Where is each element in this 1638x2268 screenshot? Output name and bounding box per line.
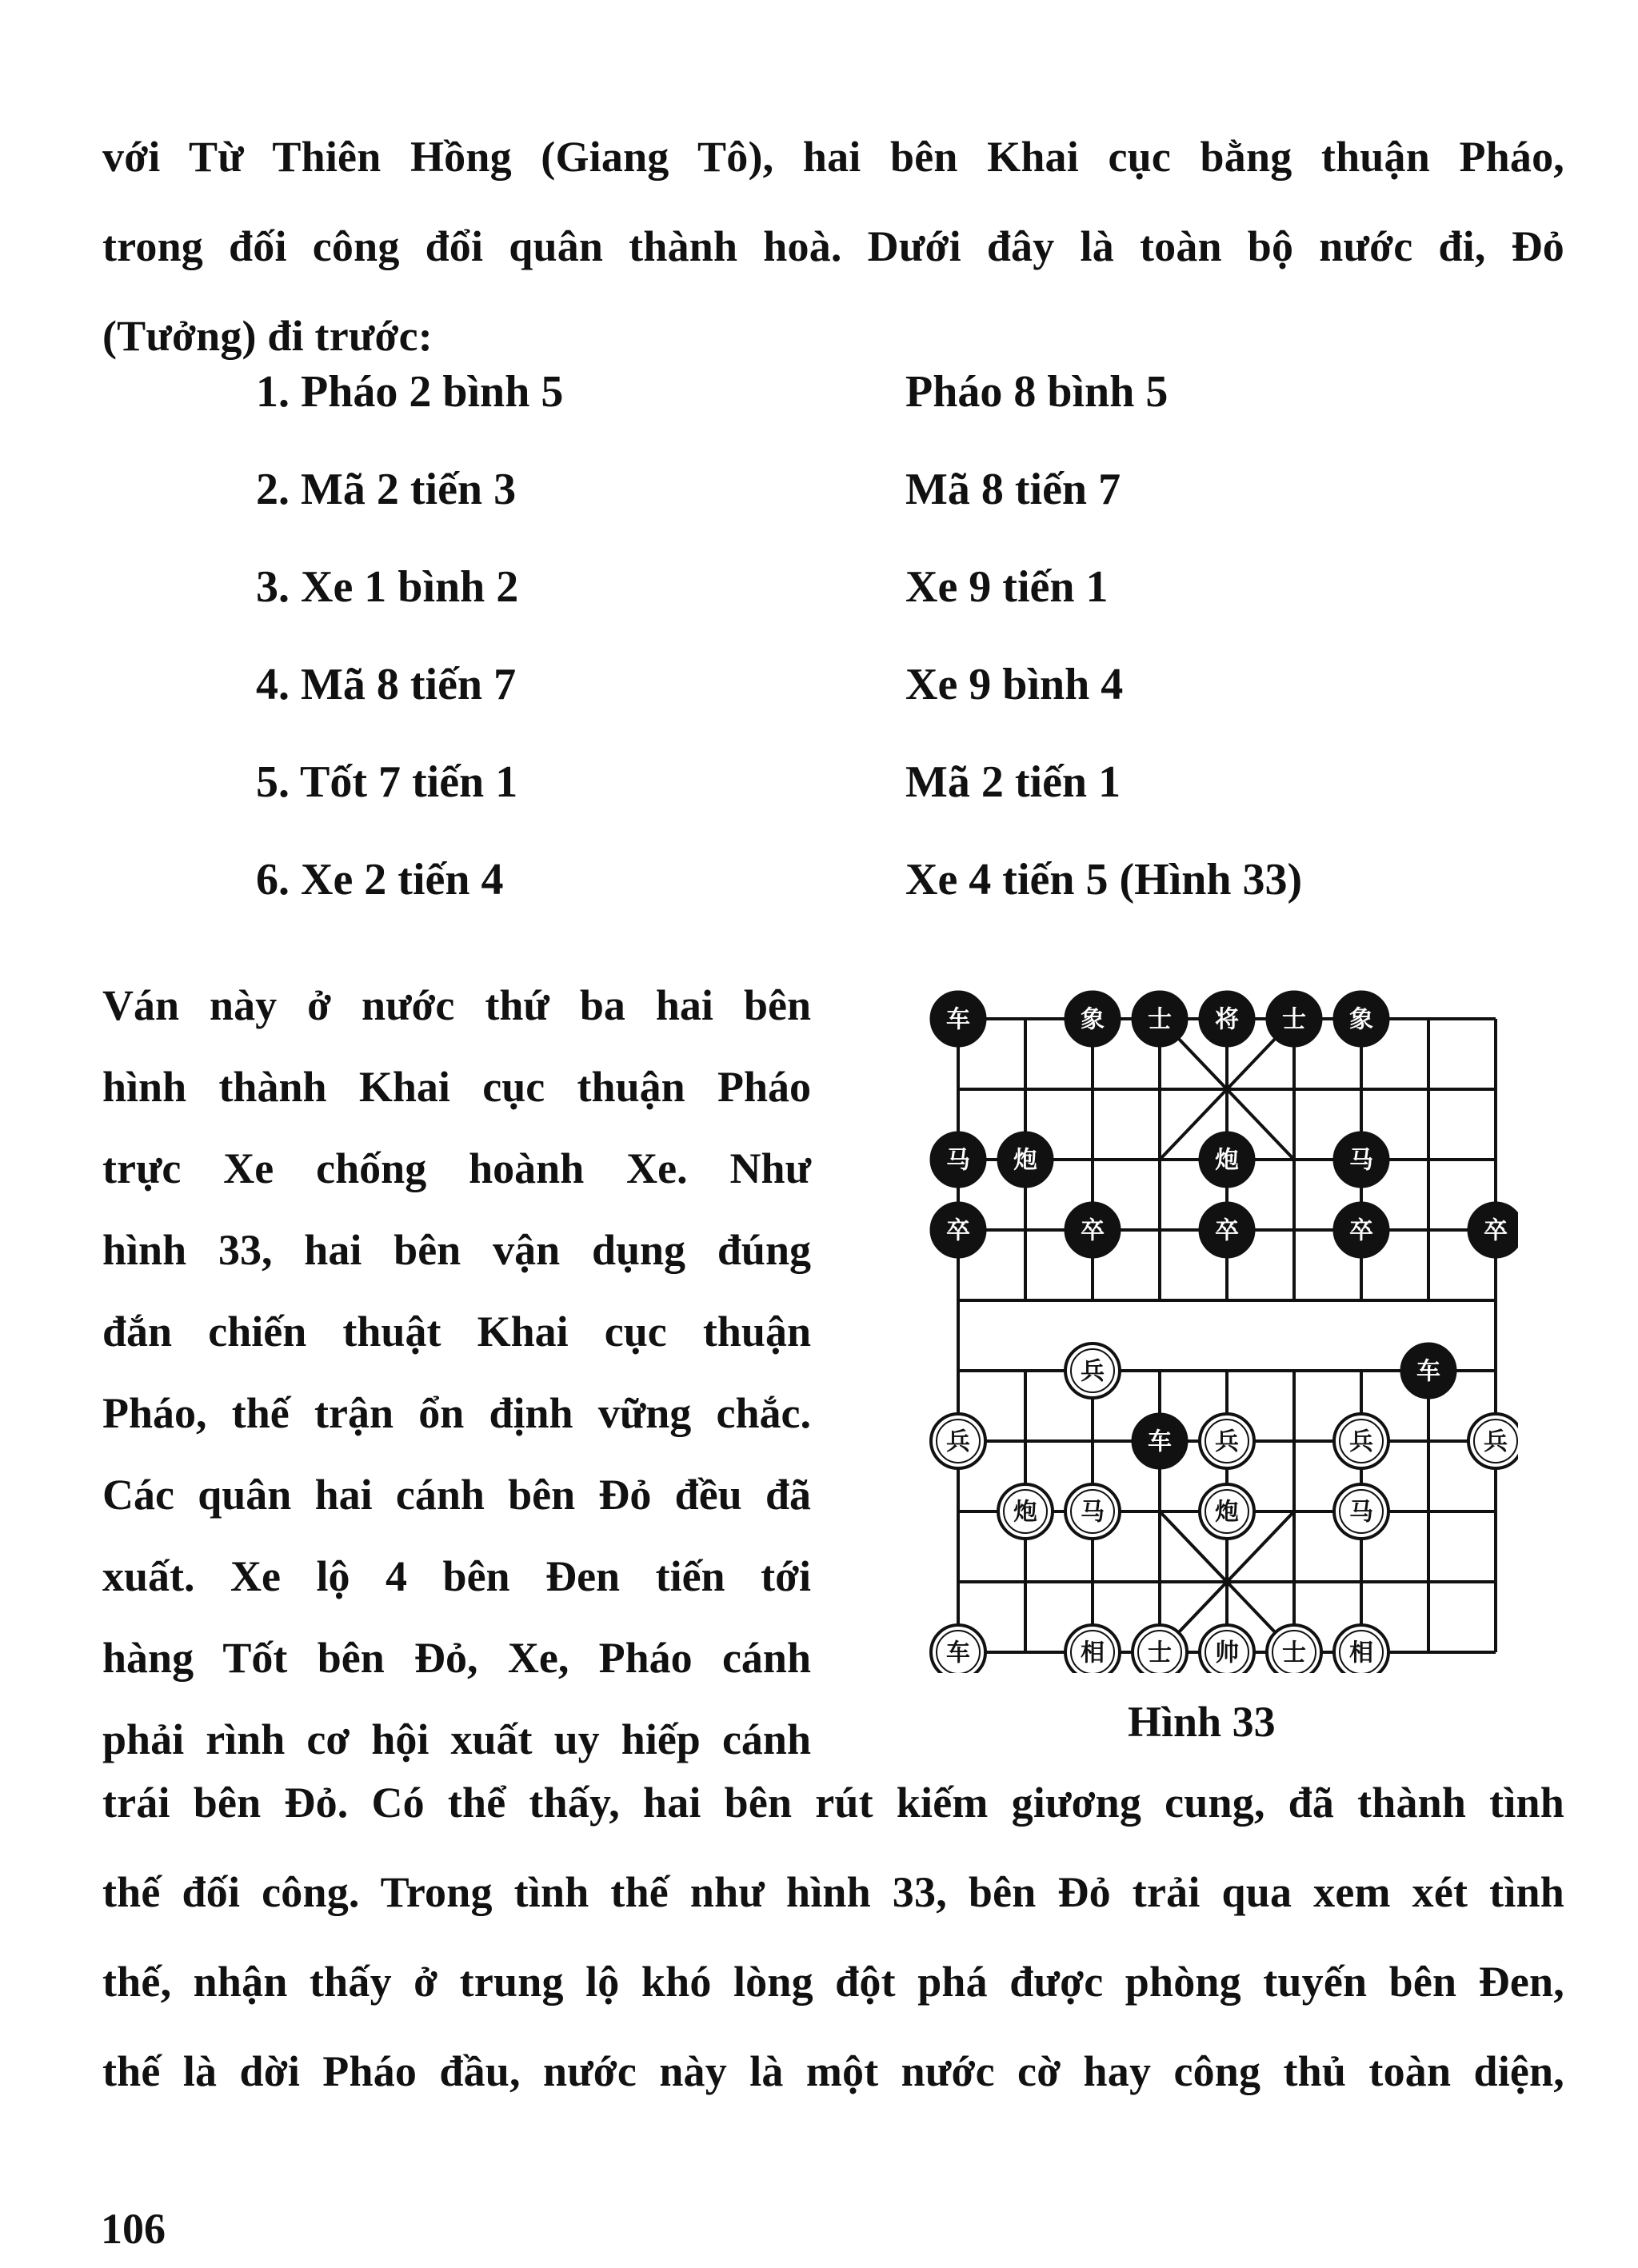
red-move: 6. Xe 2 tiến 4 — [256, 855, 504, 904]
piece-label: 兵 — [1484, 1427, 1508, 1456]
red-move: 3. Xe 1 bình 2 — [256, 562, 519, 612]
piece-label: 卒 — [1484, 1216, 1508, 1245]
piece-label: 马 — [1349, 1146, 1373, 1175]
piece-label: 象 — [1349, 1005, 1373, 1034]
body-paragraph — [102, 1758, 1564, 2116]
black-piece — [1065, 992, 1120, 1046]
black-piece — [1334, 1132, 1388, 1187]
black-piece — [1200, 1203, 1254, 1257]
piece-label: 炮 — [1215, 1498, 1239, 1527]
black-move: Xe 9 bình 4 — [905, 660, 1124, 709]
text-line: xuất. Xe lộ 4 bên Đen tiến tới — [102, 1552, 811, 1600]
piece-label: 卒 — [1349, 1216, 1373, 1245]
piece-label: 炮 — [1013, 1498, 1037, 1527]
black-move: Mã 2 tiến 1 — [905, 757, 1121, 807]
red-move: 5. Tốt 7 tiến 1 — [256, 757, 518, 807]
piece-label: 兵 — [1081, 1357, 1105, 1386]
black-piece — [1065, 1203, 1120, 1257]
text-line: hàng Tốt bên Đỏ, Xe, Pháo cánh — [102, 1634, 811, 1682]
piece-label: 卒 — [946, 1216, 970, 1245]
xiangqi-board-figure — [910, 977, 1518, 1673]
red-piece — [1200, 1484, 1254, 1539]
black-move: Xe 4 tiến 5 (Hình 33) — [905, 855, 1303, 904]
text-line: phải rình cơ hội xuất uy hiếp cánh — [102, 1715, 811, 1763]
red-piece — [931, 1414, 985, 1468]
page-number: 106 — [101, 2205, 166, 2253]
black-piece — [931, 992, 985, 1046]
intro-paragraph — [102, 112, 1564, 381]
text-line: Các quân hai cánh bên Đỏ đều đã — [102, 1471, 811, 1519]
piece-label: 兵 — [1215, 1427, 1239, 1456]
red-move: 2. Mã 2 tiến 3 — [256, 465, 517, 514]
piece-label: 士 — [1148, 1639, 1172, 1667]
piece-label: 车 — [946, 1639, 970, 1667]
text-line: Pháo, thế trận ổn định vững chắc. — [102, 1389, 811, 1437]
piece-label: 车 — [946, 1005, 970, 1034]
black-move: Xe 9 tiến 1 — [905, 562, 1109, 612]
black-piece — [1401, 1344, 1456, 1398]
black-piece — [1200, 992, 1254, 1046]
text-line: (Tưởng) đi trước: — [102, 312, 433, 360]
piece-label: 炮 — [1215, 1146, 1239, 1175]
red-piece — [1334, 1484, 1388, 1539]
text-line: thế đối công. Trong tình thế như hình 33, bên Đỏ trải qua xem xét tình — [102, 1868, 1564, 1916]
black-piece — [1267, 992, 1321, 1046]
piece-label: 士 — [1282, 1005, 1306, 1034]
black-piece — [1468, 1203, 1518, 1257]
black-piece — [998, 1132, 1053, 1187]
figure-caption: Hình 33 — [1128, 1698, 1276, 1746]
black-piece — [1334, 992, 1388, 1046]
piece-label: 相 — [1349, 1639, 1373, 1667]
black-move: Pháo 8 bình 5 — [905, 367, 1169, 417]
piece-label: 相 — [1081, 1639, 1105, 1667]
board-grid — [958, 1019, 1496, 1652]
red-piece — [1468, 1414, 1518, 1468]
red-move: 1. Pháo 2 bình 5 — [256, 367, 564, 417]
text-line: thế, nhận thấy ở trung lộ khó lòng đột phá được phòng tuyến bên Đen, — [102, 1958, 1564, 2006]
piece-label: 帅 — [1215, 1639, 1239, 1667]
red-piece — [1200, 1414, 1254, 1468]
red-piece — [1065, 1484, 1120, 1539]
piece-label: 马 — [1349, 1498, 1373, 1527]
text-line: hình 33, hai bên vận dụng đúng — [102, 1226, 811, 1274]
red-piece — [1133, 1625, 1187, 1673]
text-line: trong đối công đổi quân thành hoà. Dưới đây là toàn bộ nước đi, Đỏ — [102, 222, 1564, 270]
text-line: trực Xe chống hoành Xe. Như — [102, 1144, 811, 1192]
black-piece — [931, 1132, 985, 1187]
piece-label: 炮 — [1013, 1146, 1037, 1175]
text-line: trái bên Đỏ. Có thể thấy, hai bên rút kiếm giương cung, đã thành tình — [102, 1779, 1564, 1827]
black-piece — [931, 1203, 985, 1257]
piece-label: 士 — [1282, 1639, 1306, 1667]
piece-label: 士 — [1148, 1005, 1172, 1034]
black-piece — [1334, 1203, 1388, 1257]
piece-label: 卒 — [1081, 1216, 1105, 1245]
red-piece — [998, 1484, 1053, 1539]
piece-label: 兵 — [946, 1427, 970, 1456]
black-piece — [1133, 1414, 1187, 1468]
piece-label: 车 — [1148, 1427, 1172, 1456]
piece-label: 马 — [946, 1146, 970, 1175]
piece-label: 将 — [1215, 1005, 1239, 1034]
red-piece — [1065, 1625, 1120, 1673]
piece-label: 兵 — [1349, 1427, 1373, 1456]
red-piece — [1267, 1625, 1321, 1673]
red-piece — [1200, 1625, 1254, 1673]
red-piece — [931, 1625, 985, 1673]
black-piece — [1200, 1132, 1254, 1187]
text-line: hình thành Khai cục thuận Pháo — [102, 1063, 811, 1111]
red-piece — [1065, 1344, 1120, 1398]
xiangqi-board — [910, 977, 1518, 1673]
red-piece — [1334, 1414, 1388, 1468]
text-line: với Từ Thiên Hồng (Giang Tô), hai bên Khai cục bằng thuận Pháo, — [102, 133, 1564, 181]
red-move: 4. Mã 8 tiến 7 — [256, 660, 517, 709]
piece-label: 卒 — [1215, 1216, 1239, 1245]
red-piece — [1334, 1625, 1388, 1673]
text-line: đắn chiến thuật Khai cục thuận — [102, 1308, 811, 1356]
text-line: thế là dời Pháo đầu, nước này là một nước cờ hay công thủ toàn diện, — [102, 2047, 1564, 2095]
black-piece — [1133, 992, 1187, 1046]
piece-label: 车 — [1416, 1357, 1440, 1386]
piece-label: 象 — [1081, 1005, 1105, 1034]
black-move: Mã 8 tiến 7 — [905, 465, 1121, 514]
side-paragraph — [102, 964, 811, 1780]
piece-label: 马 — [1081, 1498, 1105, 1527]
text-line: Ván này ở nước thứ ba hai bên — [102, 981, 811, 1029]
